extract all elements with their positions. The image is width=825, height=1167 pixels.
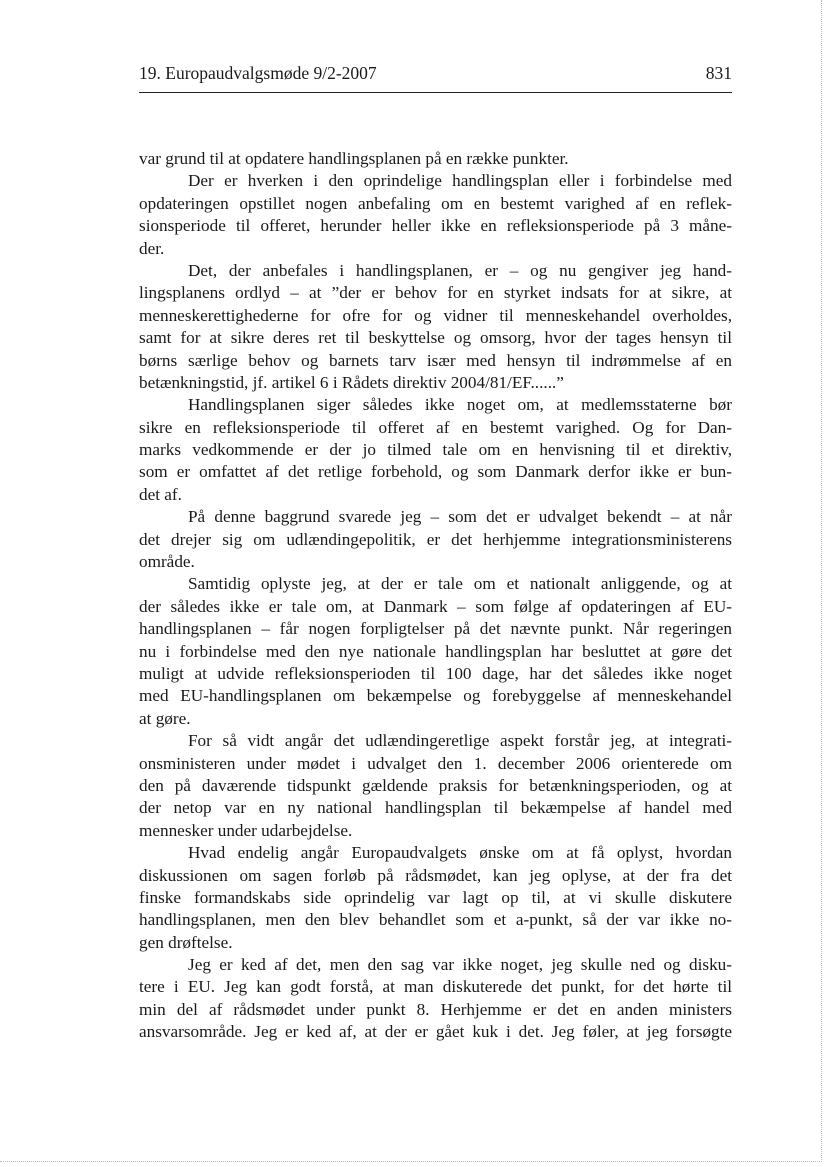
text-line: diskussionen om sagen forløb på rådsmødet, kan jeg oplyse, at der fra det <box>139 865 732 885</box>
paragraph <box>139 954 732 1044</box>
page-number: 831 <box>705 63 732 83</box>
text-line: den på daværende tidspunkt gældende praksis for betænkningsperioden, og at <box>139 775 732 795</box>
text-line: opdateringen opstillet nogen anbefaling om en bestemt varighed af en reflek- <box>139 193 732 213</box>
scan-edge-bottom <box>0 1161 822 1162</box>
text-line: der netop var en ny national handlingsplan til bekæmpelse af handel med <box>139 798 732 818</box>
text-line: finske formandskabs side oprindelig var lagt op til, at vi skulle diskutere <box>139 887 732 907</box>
paragraph <box>139 148 732 170</box>
text-line: muligt at udvide refleksionsperioden til 100 dage, har det således ikke noget <box>139 663 732 683</box>
paragraph <box>139 730 732 842</box>
text-line: med EU-handlingsplanen om bekæmpelse og forebyggelse af menneskehandel <box>139 686 732 706</box>
text-line: handlingsplanen – får nogen forpligtelser på det nævnte punkt. Når regeringen <box>139 619 732 639</box>
text-line: betænkningstid, jf. artikel 6 i Rådets direktiv 2004/81/EF......” <box>139 372 564 392</box>
text-line: menneskerettighederne for ofre for og vidner til menneskehandel overholdes, <box>139 305 732 325</box>
text-line: der således ikke er tale om, at Danmark – som følge af opdateringen af EU- <box>139 596 732 616</box>
paragraph <box>139 170 732 260</box>
paragraph <box>139 506 732 573</box>
running-header <box>139 63 732 85</box>
text-line: handlingsplanen, men den blev behandlet som et a-punkt, så der var ikke no- <box>139 910 732 930</box>
text-line: sionsperiode til offeret, herunder heller ikke en refleksionsperiode på 3 måne- <box>139 216 732 236</box>
paragraph <box>139 394 732 506</box>
text-line: ansvarsområde. Jeg er ked af, at der er gået kuk i det. Jeg føler, at jeg forsøgte <box>139 1022 732 1042</box>
text-line: marks vedkommende er der jo tilmed tale om en henvisning til et direktiv, <box>139 440 732 460</box>
text-line: område. <box>139 552 195 572</box>
text-line: Handlingsplanen siger således ikke noget om, at medlemsstaterne bør <box>188 395 732 415</box>
paragraph <box>139 573 732 730</box>
text-line: sikre en refleksionsperiode til offeret af en bestemt varighed. Og for Dan- <box>139 417 732 437</box>
text-line: gen drøftelse. <box>139 932 233 952</box>
text-line: børns særlige behov og barnets tarv især med hensyn til indrømmelse af en <box>139 350 732 370</box>
text-line: onsministeren under mødet i udvalget den 1. december 2006 orienterede om <box>139 753 732 773</box>
text-line: samt for at sikre deres ret til beskyttelse og omsorg, hvor der tages hensyn til <box>139 328 732 348</box>
text-line: Hvad endelig angår Europaudvalgets ønske om at få oplyst, hvordan <box>188 843 732 863</box>
text-line: der. <box>139 238 165 258</box>
text-line: var grund til at opdatere handlingsplanen på en række punkter. <box>139 149 569 168</box>
scan-edge-right <box>821 0 822 1160</box>
text-line: Det, der anbefales i handlingsplanen, er – og nu gengiver jeg hand- <box>188 260 732 280</box>
paragraph <box>139 842 732 954</box>
text-line: Samtidig oplyste jeg, at der er tale om et nationalt anliggende, og at <box>188 574 732 594</box>
body-text <box>139 148 732 1044</box>
text-line: Jeg er ked af det, men den sag var ikke noget, jeg skulle ned og disku- <box>188 955 732 975</box>
paragraph <box>139 260 732 394</box>
text-line: min del af rådsmødet under punkt 8. Herhjemme er det en anden ministers <box>139 999 732 1019</box>
text-line: mennesker under udarbejdelse. <box>139 820 353 840</box>
text-line: nu i forbindelse med den nye nationale handlingsplan har besluttet at gøre det <box>139 641 732 661</box>
text-line: som er omfattet af det retlige forbehold, og som Danmark derfor ikke er bun- <box>139 462 732 482</box>
text-line: tere i EU. Jeg kan godt forstå, at man diskuterede det punkt, for det hørte til <box>139 977 732 997</box>
header-rule <box>139 92 732 93</box>
text-line: For så vidt angår det udlændingeretlige aspekt forstår jeg, at integrati- <box>188 731 732 751</box>
header-title: 19. Europaudvalgsmøde 9/2-2007 <box>139 63 377 83</box>
text-line: det drejer sig om udlændingepolitik, er det herhjemme integrationsministerens <box>139 529 732 549</box>
text-line: lingsplanens ordlyd – at ”der er behov for en styrket indsats for at sikre, at <box>139 283 732 303</box>
text-line: Der er hverken i den oprindelige handlingsplan eller i forbindelse med <box>188 171 732 191</box>
text-line: På denne baggrund svarede jeg – som det er udvalget bekendt – at når <box>188 507 732 527</box>
text-line: det af. <box>139 484 182 504</box>
text-line: at gøre. <box>139 708 191 728</box>
